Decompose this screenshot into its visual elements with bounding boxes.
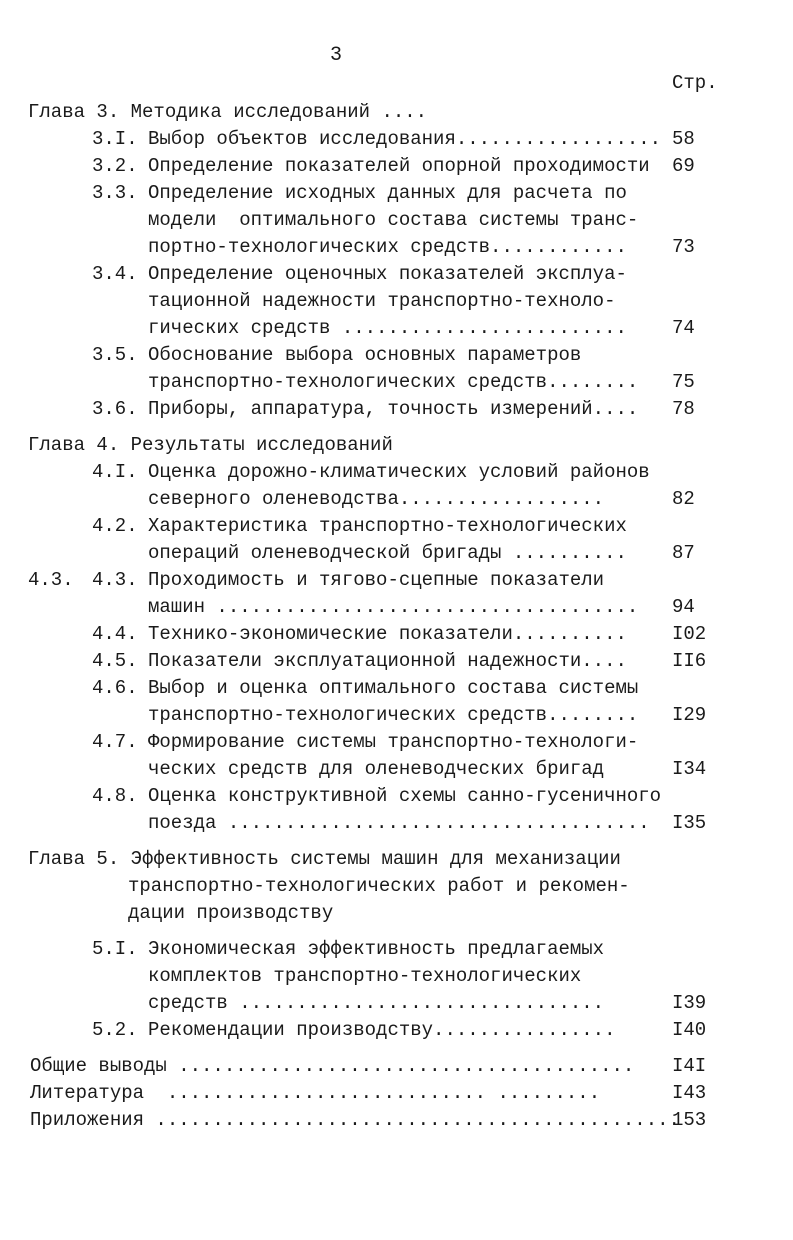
section-title: Определение оценочных показателей эксплуа- bbox=[148, 263, 627, 285]
toc-entry-conclusions: Общие выводы ........................................ bbox=[30, 1055, 635, 1077]
chapter-heading: Глава 3. Методика исследований .... bbox=[28, 101, 428, 123]
section-title-continued: комплектов транспортно-технологических bbox=[148, 965, 582, 987]
section-title: Характеристика транспортно-технологических bbox=[148, 515, 627, 537]
chapter-heading-continued: дации производству bbox=[128, 902, 334, 924]
section-number: 4.3. bbox=[92, 569, 138, 591]
section-page: I43 bbox=[672, 1082, 707, 1104]
section-number: 5.I. bbox=[92, 938, 138, 960]
section-page: I35 bbox=[672, 812, 707, 834]
section-page: 82 bbox=[672, 488, 695, 510]
section-title-continued: транспортно-технологических средств........ bbox=[148, 371, 639, 393]
section-page: 153 bbox=[672, 1109, 707, 1131]
toc-entry-literature: Литература ............................ ......... bbox=[30, 1082, 601, 1104]
section-title-continued: модели оптимального состава системы транс- bbox=[148, 209, 639, 231]
section-title-continued: операций оленеводческой бригады .......... bbox=[148, 542, 627, 564]
section-number: 3.4. bbox=[92, 263, 138, 285]
section-title: Оценка дорожно-климатических условий районов bbox=[148, 461, 650, 483]
section-page: 75 bbox=[672, 371, 695, 393]
section-title: Выбор и оценка оптимального состава системы bbox=[148, 677, 639, 699]
section-number: 3.3. bbox=[92, 182, 138, 204]
section-page: 87 bbox=[672, 542, 695, 564]
section-title: Экономическая эффективность предлагаемых bbox=[148, 938, 605, 960]
section-title: Выбор объектов исследования.................. bbox=[148, 128, 662, 150]
section-title-continued: тационной надежности транспортно-техноло- bbox=[148, 290, 616, 312]
section-page: I40 bbox=[672, 1019, 707, 1041]
section-page: 74 bbox=[672, 317, 695, 339]
section-page: 73 bbox=[672, 236, 695, 258]
page-number: 3 bbox=[330, 44, 343, 67]
section-title-continued: средств ................................ bbox=[148, 992, 605, 1014]
section-title-continued: машин ..................................... bbox=[148, 596, 639, 618]
section-title: Обоснование выбора основных параметров bbox=[148, 344, 582, 366]
margin-section-number: 4.3. bbox=[28, 569, 74, 591]
chapter-heading: Глава 4. Результаты исследований bbox=[28, 434, 393, 456]
section-number: 3.5. bbox=[92, 344, 138, 366]
page-column-label: Стр. bbox=[672, 72, 718, 94]
section-title-continued: транспортно-технологических средств........ bbox=[148, 704, 639, 726]
section-page: I02 bbox=[672, 623, 707, 645]
section-number: 3.6. bbox=[92, 398, 138, 420]
section-page: I4I bbox=[672, 1055, 707, 1077]
section-number: 3.I. bbox=[92, 128, 138, 150]
section-title: Определение показателей опорной проходимости bbox=[148, 155, 650, 177]
section-title: Оценка конструктивной схемы санно-гусеничного bbox=[148, 785, 662, 807]
section-number: 4.8. bbox=[92, 785, 138, 807]
section-page: I39 bbox=[672, 992, 707, 1014]
section-number: 4.5. bbox=[92, 650, 138, 672]
section-number: 4.7. bbox=[92, 731, 138, 753]
section-title-continued: северного оленеводства.................. bbox=[148, 488, 605, 510]
section-title: Технико-экономические показатели.......... bbox=[148, 623, 627, 645]
section-title-continued: ческих средств для оленеводческих бригад bbox=[148, 758, 605, 780]
section-number: 4.6. bbox=[92, 677, 138, 699]
section-title: Приборы, аппаратура, точность измерений.... bbox=[148, 398, 639, 420]
section-title: Рекомендации производству................ bbox=[148, 1019, 616, 1041]
section-number: 4.2. bbox=[92, 515, 138, 537]
section-page: 58 bbox=[672, 128, 695, 150]
section-number: 5.2. bbox=[92, 1019, 138, 1041]
section-page: II6 bbox=[672, 650, 707, 672]
section-title: Определение исходных данных для расчета по bbox=[148, 182, 627, 204]
section-number: 4.I. bbox=[92, 461, 138, 483]
section-number: 3.2. bbox=[92, 155, 138, 177]
section-title-continued: поезда ..................................... bbox=[148, 812, 650, 834]
toc-entry-appendices: Приложения .............................................. bbox=[30, 1109, 680, 1131]
section-title-continued: портно-технологических средств............ bbox=[148, 236, 627, 258]
chapter-heading-continued: транспортно-технологических работ и рекомен- bbox=[128, 875, 630, 897]
chapter-heading: Глава 5. Эффективность системы машин для механизации bbox=[28, 848, 621, 870]
section-page: I29 bbox=[672, 704, 707, 726]
section-page: 78 bbox=[672, 398, 695, 420]
section-page: I34 bbox=[672, 758, 707, 780]
section-number: 4.4. bbox=[92, 623, 138, 645]
section-title: Формирование системы транспортно-технологи- bbox=[148, 731, 639, 753]
section-title-continued: гических средств ......................... bbox=[148, 317, 627, 339]
section-page: 69 bbox=[672, 155, 695, 177]
section-page: 94 bbox=[672, 596, 695, 618]
section-title: Показатели эксплуатационной надежности.... bbox=[148, 650, 627, 672]
section-title: Проходимость и тягово-сцепные показатели bbox=[148, 569, 605, 591]
